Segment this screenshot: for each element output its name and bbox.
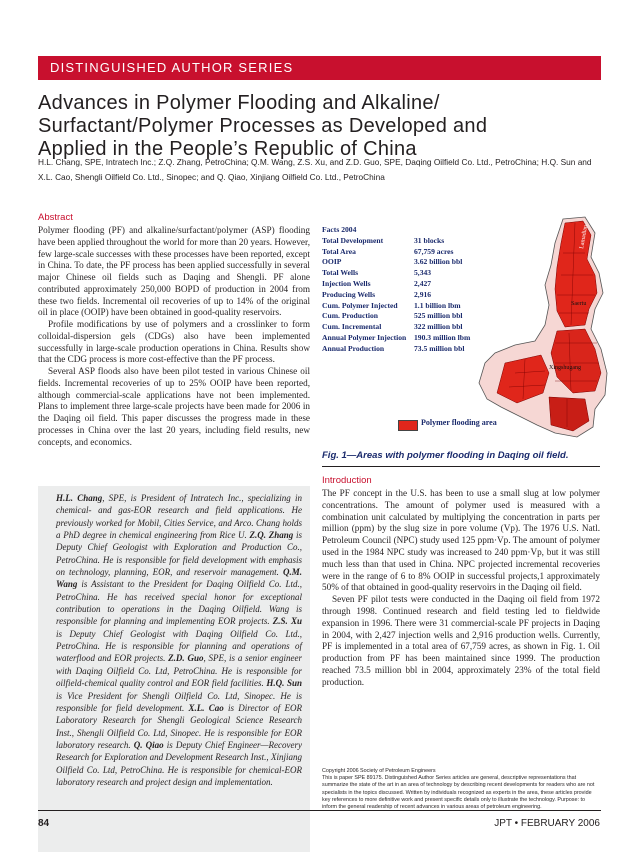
- figure-caption: Fig. 1—Areas with polymer flooding in Daqing oil field.: [322, 450, 569, 461]
- facts-row-value: 5,343: [414, 268, 432, 278]
- bio-name: Z.Q. Zhang: [249, 530, 294, 541]
- intro-paragraph: The PF concept in the U.S. has been to use a small slug at low polymer concentrations. The amount of polymer used is measured with a combination unit calculated by multiplying the concentration in parts per million (ppm) by the slug size in pore volume (Vp). The 1976 U.S. Natl. Petroleum Council (NPC) study used 125 ppm·Vp. The amount of polymer used in the 1984 NPC study was increased to 240 ppm·Vp, but it was still much less than that used in China. NPC projected incremental recoveries were in the range of 6 to 8% OOIP in successful projects,1 approximately 50% of that obtained in good-quality reservoirs in the Daqing oil field.: [322, 488, 600, 593]
- facts-row-label: Total Development: [322, 235, 384, 245]
- facts-row-value: 1.1 billion lbm: [414, 300, 461, 310]
- abstract-paragraph: Profile modifications by use of polymers and a crosslinker to form colloidal-dispersion gels (CDGs) also have been implemented successfully in large-scale production operations in China. Results show that the CDG process is more cost-effective than the PF process.: [38, 319, 310, 365]
- intro-heading: Introduction: [322, 475, 372, 486]
- abstract-heading: Abstract: [38, 212, 73, 223]
- map-label-lamadian: Lamadian: [579, 224, 590, 250]
- facts-row-label: Cum. Polymer Injected: [322, 300, 398, 310]
- facts-row-label: Total Wells: [322, 268, 359, 278]
- article-title: [38, 92, 598, 161]
- intro-paragraph: Seven PF pilot tests were conducted in the Daqing oil field from 1972 through 1998. Continued research and field testing led to fieldwide expansion in 1996. There were 31 commercial-scale PF projects in Daqing in 2004, with 2,427 injection wells and 2,916 production wells. Currently, PF is implemented in a total area of 67,759 acres, as shown in Fig. 1. Oil production from PF has been maintained since 1999. The production reached 73.5 million bbl in 2004, approximately 23% of the total field production.: [322, 594, 600, 687]
- facts-row-value: 525 million bbl: [414, 311, 463, 321]
- bio-text: is Deputy Chief Geologist with Daqing Oilfield Co. Ltd., PetroChina. He is responsible for planning and operations of waterflood and EOR projects.: [56, 628, 302, 664]
- page-number: 84: [38, 818, 50, 829]
- abstract-paragraph: Polymer flooding (PF) and alkaline/surfactant/polymer (ASP) flooding have been applied throughout the world for more than 20 years. However, few large-scale successes with these processes have been reported, except in China. To date, the PF process has been applied successfully in several major Chinese oil fields such as Daqing and Shengli. PF alone contributed approximately 250,000 BOPD of production in 2004 from these two fields. Incremental oil recoveries of up to 14% of the original oil in place (OOIP) have been obtained in good-quality reservoirs.: [38, 225, 310, 318]
- facts-row-label: Total Area: [322, 246, 356, 256]
- bio-text: is Vice President for Shengli Oilfield Co. Ltd, Sinopec. He is responsible for field development.: [56, 690, 302, 713]
- bio-text: , SPE, is President of Intratech Inc., specializing in chemical- and gas-EOR research and field applications. He previously worked for Mobil, Cities Service, and Arco. Chang holds a PhD degree in chemical engineering from Rice U.: [56, 493, 302, 541]
- legend-label: Polymer flooding area: [421, 418, 497, 427]
- bio-text: is Assistant to the President for Daqing Oilfield Co. Ltd., PetroChina. He has received special honor for exceptional contribution to operations in the Daqing Oilfield. Wang is responsible for planning and implementing EOR projects.: [56, 579, 302, 627]
- map-label-xingshugang: Xingshugang: [549, 365, 581, 371]
- facts-row-label: OOIP: [322, 257, 342, 267]
- copyright-line: Copyright 2006 Society of Petroleum Engineers: [322, 768, 436, 774]
- facts-row-value: 67,759 acres: [414, 246, 454, 256]
- facts-row-value: 2,427: [414, 278, 432, 288]
- bio-name: H.L. Chang: [56, 493, 103, 503]
- facts-row-value: 2,916: [414, 289, 432, 299]
- bio-name: X.L. Cao: [188, 702, 224, 713]
- series-label: DISTINGUISHED AUTHOR SERIES: [50, 60, 294, 75]
- facts-row-value: 190.3 million lbm: [414, 332, 471, 342]
- author-line: X.L. Cao, Shengli Oilfield Co. Ltd., Sinopec; and Q. Qiao, Xinjiang Oilfield Co. Ltd., PetroChina: [38, 172, 385, 182]
- bio-text: is Deputy Chief Geologist with Exploration and Production Co., PetroChina. He is responsible for field development with emphasis on technology, planning, EOR, and reservoir management.: [56, 530, 302, 578]
- bio-text: is Director of EOR Laboratory Research for Shengli Geological Science Research Inst., Shengli Oilfield Co. Ltd, Sinopec. He is responsible for EOR laboratory research.: [56, 702, 302, 750]
- intro-body: [322, 488, 600, 689]
- facts-row-label: Annual Production: [322, 343, 385, 353]
- title-line: Surfactant/Polymer Processes as Developed and: [38, 115, 488, 137]
- facts-row-value: 31 blocks: [414, 235, 445, 245]
- journal-issue: JPT • FEBRUARY 2006: [494, 818, 600, 829]
- copyright-description: This is paper SPE 89175. Distinguished Author Series articles are general, descriptive representations that summarize the state of the art in an area of technology by describing recent developments for readers who are not specialists in the topics discussed. Written by individuals recognized as experts in the area, these articles provide key references to more definitive work and present specific details only to illustrate the technology. Purpose: to inform the general readership of recent advances in various areas of petroleum engineering.: [322, 775, 595, 811]
- facts-row-value: 322 million bbl: [414, 322, 463, 332]
- bio-text: , SPE, is a senior engineer with Daqing Oilfield Co. Ltd, PetroChina. He is responsible for oilfield-chemical quality control and EOR field facilities.: [56, 653, 302, 689]
- title-line: Applied in the People’s Republic of China: [38, 138, 417, 160]
- abstract-body: [38, 225, 310, 448]
- facts-row-label: Producing Wells: [322, 289, 376, 299]
- author-line: H.L. Chang, SPE, Intratech Inc.; Z.Q. Zhang, PetroChina; Q.M. Wang, Z.S. Xu, and Z.D. Guo, SPE, Daqing Oilfield Co. Ltd., PetroChina; H.Q. Sun and: [38, 157, 592, 167]
- facts-row-label: Annual Polymer Injection: [322, 332, 407, 342]
- bio-name: Z.D. Guo: [168, 653, 204, 664]
- facts-title: Facts 2004: [322, 225, 357, 234]
- facts-row-value: 3.62 billion bbl: [414, 257, 463, 267]
- facts-row-value: 73.5 million bbl: [414, 343, 465, 353]
- facts-row-label: Injection Wells: [322, 278, 371, 288]
- author-bio-text: [56, 492, 302, 788]
- bio-name: Q. Qiao: [133, 739, 164, 750]
- facts-row-label: Cum. Incremental: [322, 322, 382, 332]
- legend-swatch: [398, 420, 418, 431]
- map-label-saertu: Saertu: [571, 301, 587, 307]
- author-list: [38, 155, 598, 185]
- bio-name: H.Q. Sun: [266, 678, 302, 689]
- caption-divider: [322, 466, 600, 467]
- title-line: Advances in Polymer Flooding and Alkaline/: [38, 92, 440, 114]
- footer-divider: [38, 810, 601, 811]
- bio-name: Z.S. Xu: [272, 616, 302, 627]
- bio-name: Q.M. Wang: [56, 567, 302, 590]
- facts-row-label: Cum. Production: [322, 311, 378, 321]
- daqing-field-map: [445, 213, 615, 443]
- abstract-paragraph: Several ASP floods also have been pilot tested in various Chinese oil fields. Incremental recoveries of up to 25% OOIP have been reported, although commercial-scale applications have not been implemented. Plans to implement three large-scale projects have been made for 2006 in the Daqing oil field. This paper discusses the progress made in these processes in China over the last 20 years, including field results, new concepts, and economics.: [38, 366, 310, 447]
- copyright-notice: [322, 768, 600, 811]
- bio-text: is Deputy Chief Engineer—Recovery Research for Exploration and Development Research Inst., Xinjiang Oilfield Co. Ltd, PetroChina. He is responsible for chemical-EOR laboratory research and project design and implementation.: [56, 739, 302, 787]
